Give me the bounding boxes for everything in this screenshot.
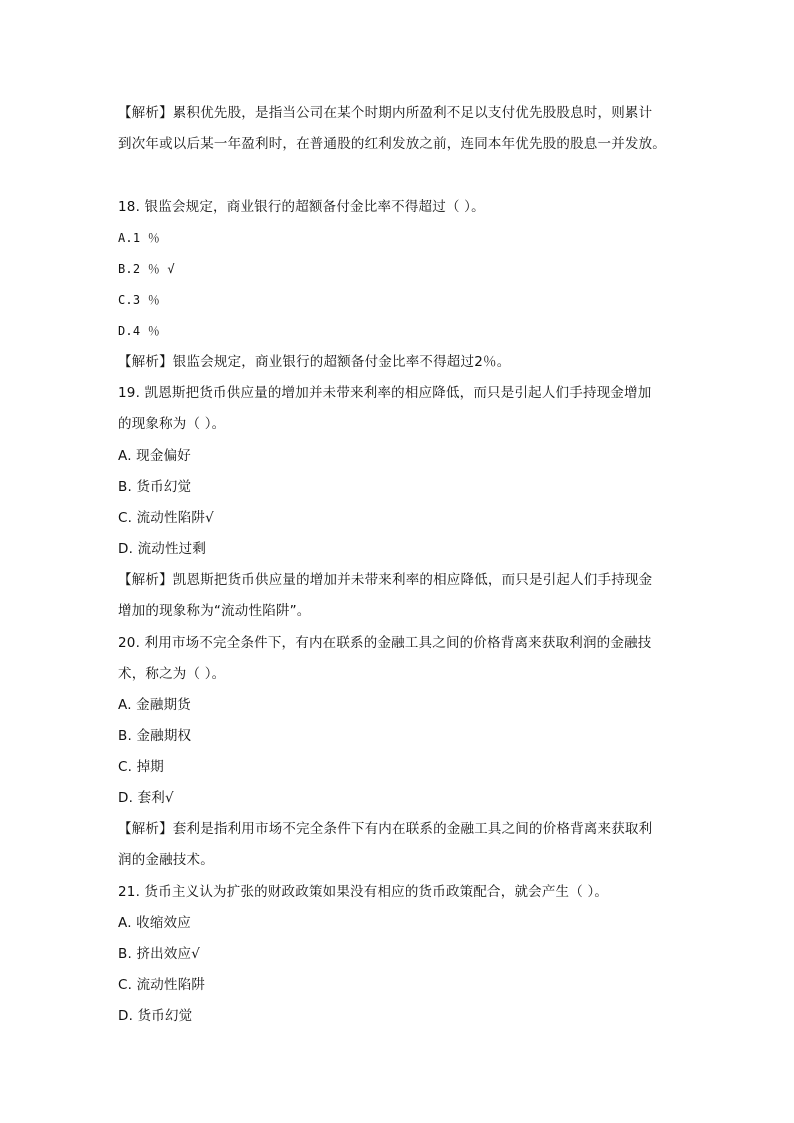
option-a: A. 收缩效应 [118, 915, 191, 931]
question-20-continued: 术，称之为（ ）。 [118, 666, 226, 682]
analysis-text: 【解析】银监会规定，商业银行的超额备付金比率不得超过2％。 [118, 354, 511, 370]
option-d: D. 流动性过剩 [118, 541, 207, 557]
option-b: B. 货币幻觉 [118, 479, 192, 495]
option-a: A. 金融期货 [118, 697, 191, 713]
analysis-text: 【解析】累积优先股，是指当公司在某个时期内所盈利不足以支付优先股股息时，则累计 [118, 105, 653, 121]
question-21: 21. 货币主义认为扩张的财政政策如果没有相应的货币政策配合，就会产生（ ）。 [118, 884, 609, 900]
option-c: C. 流动性陷阱 [118, 977, 206, 993]
option-b: B. 挤出效应√ [118, 946, 201, 962]
analysis-text: 【解析】凯恩斯把货币供应量的增加并未带来利率的相应降低，而只是引起人们手持现金 [118, 572, 653, 588]
analysis-text: 润的金融技术。 [118, 852, 214, 868]
option-a: A.1 ％ [118, 231, 160, 245]
option-c: C. 掉期 [118, 759, 165, 775]
option-d: D. 套利√ [118, 790, 174, 806]
question-19: 19. 凯恩斯把货币供应量的增加并未带来利率的相应降低，而只是引起人们手持现金增加 [118, 385, 652, 401]
analysis-text: 到次年或以后某一年盈利时，在普通股的红利发放之前，连同本年优先股的股息一并发放。 [118, 136, 666, 152]
option-c: C. 流动性陷阱√ [118, 510, 214, 526]
option-d: D.4 ％ [118, 324, 160, 338]
question-18: 18. 银监会规定，商业银行的超额备付金比率不得超过（ ）。 [118, 199, 485, 215]
question-19-continued: 的现象称为（ ）。 [118, 416, 226, 432]
option-b: B.2 ％ √ [118, 262, 175, 276]
question-20: 20. 利用市场不完全条件下，有内在联系的金融工具之间的价格背离来获取利润的金融技 [118, 635, 652, 651]
analysis-text: 增加的现象称为“流动性陷阱”。 [118, 603, 311, 619]
analysis-text: 【解析】套利是指利用市场不完全条件下有内在联系的金融工具之间的价格背离来获取利 [118, 821, 653, 837]
option-c: C.3 ％ [118, 293, 160, 307]
option-a: A. 现金偏好 [118, 448, 191, 464]
option-b: B. 金融期权 [118, 728, 192, 744]
option-d: D. 货币幻觉 [118, 1008, 193, 1024]
